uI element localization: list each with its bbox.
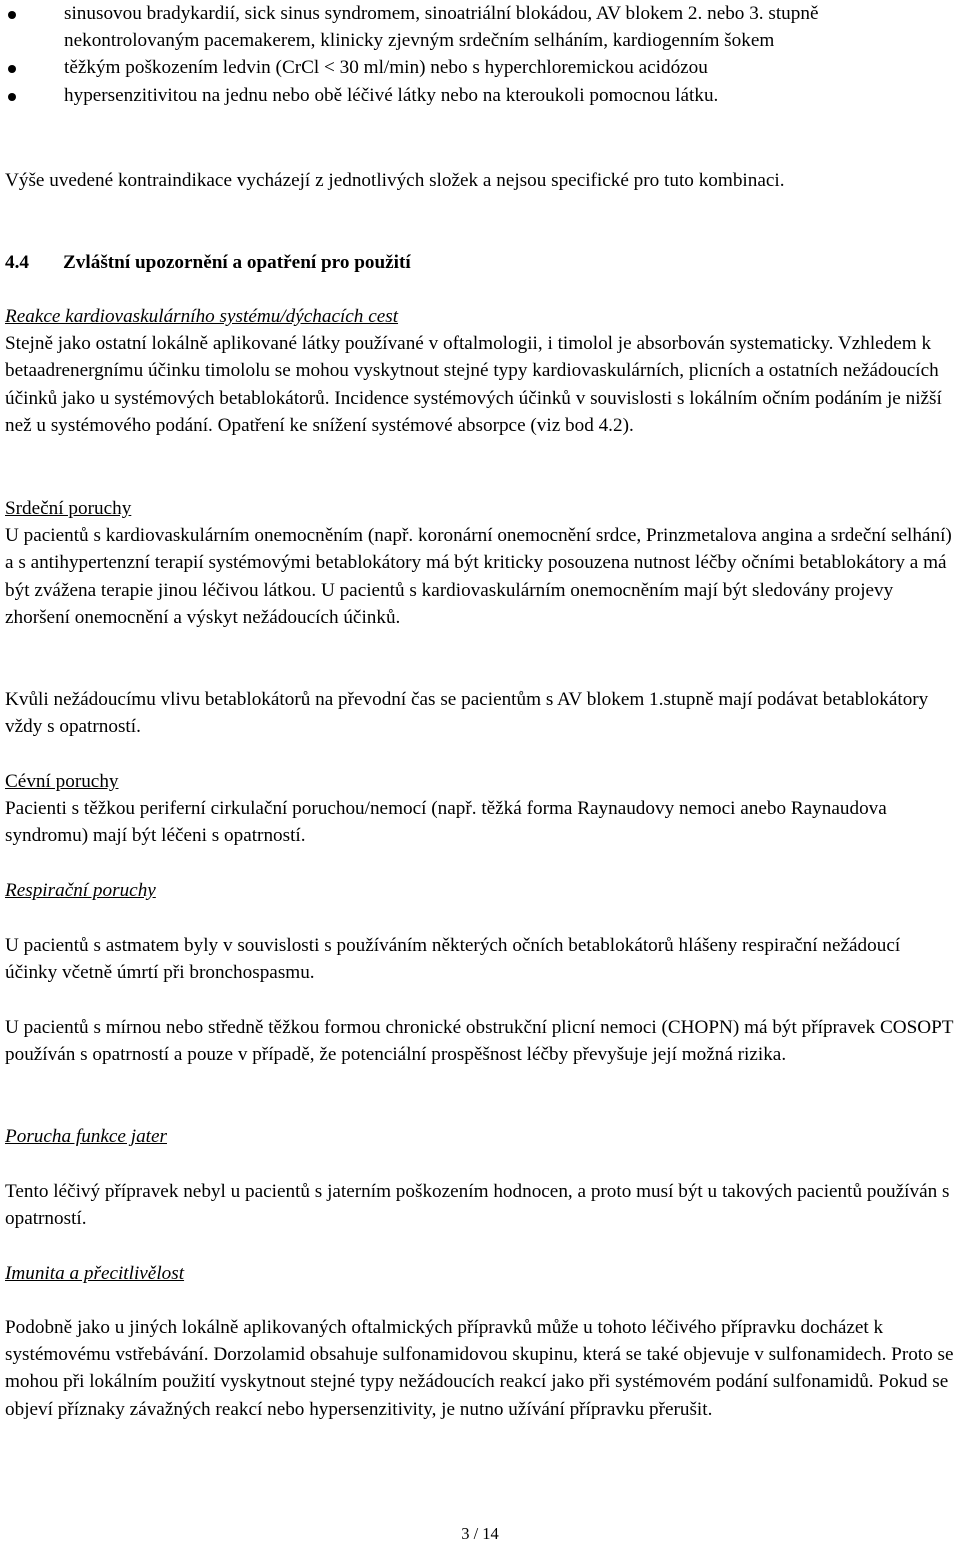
section-number: 4.4 (5, 252, 29, 273)
subsection-title: Respirační poruchy (5, 880, 156, 901)
list-item: těžkým poškozením ledvin (CrCl < 30 ml/min) nebo s hyperchloremickou acidózou (5, 54, 957, 81)
paragraph: U pacientů s astmatem byly v souvislosti s používáním některých očních betablokátorů hlášeny respirační nežádoucí účinky včetně úmrtí při bronchospasmu. (5, 935, 901, 984)
paragraph: Tento léčivý přípravek nebyl u pacientů s jaterním poškozením hodnocen, a proto musí být u takových pacientů používán s opatrností. (5, 1181, 950, 1230)
page-number: 3 / 14 (461, 1524, 499, 1543)
list-item: hypersenzitivitou na jednu nebo obě léčivé látky nebo na kteroukoli pomocnou látku. (5, 82, 957, 109)
list-item: sinusovou bradykardií, sick sinus syndromem, sinoatriální blokádou, AV blokem 2. nebo 3. stupně nekontrolovaným pacemakerem, klinicky zjevným srdečním selháním, kardiogenním šokem (5, 0, 957, 54)
section-title: Zvláštní upozornění a opatření pro použití (63, 252, 411, 273)
subsection-title: Srdeční poruchy (5, 498, 132, 519)
paragraph: Stejně jako ostatní lokálně aplikované látky používané v oftalmologii, i timolol je absorbován systematicky. Vzhledem k betaadrenergnímu účinku timololu se mohou vyskytnout stejné typy kardiovaskulárních, plicních a ostatních nežádoucích účinků jako u systémových betablokátorů. Incidence systémových účinků v souvislosti s lokálním očním podáním je nižší než u systémového podání. Opatření ke snížení systémové absorpce (viz bod 4.2). (5, 333, 942, 436)
subsection-title: Imunita a přecitlivělost (5, 1263, 185, 1284)
section-heading (5, 249, 957, 276)
paragraph: Podobně jako u jiných lokálně aplikovaných oftalmických přípravků může u tohoto léčivého přípravku docházet k systémovému vstřebávání. Dorzolamid obsahuje sulfonamidovou skupinu, která se také objevuje v sulfonamidech. Proto se mohou při lokálním použití vyskytnout stejné typy nežádoucích reakcí jako při systémovém podání sulfonamidů. Pokud se objeví příznaky závažných reakcí nebo hypersenzitivity, je nutno užívání přípravku přerušit. (5, 1317, 954, 1420)
subsection-title: Reakce kardiovaskulárního systému/dýchacích cest (5, 306, 399, 327)
paragraph: U pacientů s kardiovaskulárním onemocněním (např. koronární onemocnění srdce, Prinzmetalova angina a srdeční selhání) a s antihypertenzní terapií systémovými betablokátory má být kriticky posouzena nutnost léčby očními betablokátory a má být zvážena terapie jinou léčivou látkou. U pacientů s kardiovaskulárním onemocněním mají být sledovány projevy zhoršení onemocnění a výskyt nežádoucích účinků. (5, 525, 952, 628)
cardio-resp-section (5, 303, 957, 439)
vascular-section (5, 768, 957, 850)
subsection-title: Porucha funkce jater (5, 1126, 167, 1147)
subsection-title: Cévní poruchy (5, 771, 119, 792)
paragraph: Kvůli nežádoucímu vlivu betablokátorů na převodní čas se pacientům s AV blokem 1.stupně mají podávat betablokátory vždy s opatrností. (5, 689, 929, 738)
contraindication-list (5, 0, 957, 109)
intro-paragraph: Výše uvedené kontraindikace vycházejí z jednotlivých složek a nejsou specifické pro tuto kombinaci. (5, 170, 785, 191)
paragraph: Pacienti s těžkou periferní cirkulační poruchou/nemocí (např. těžká forma Raynaudovy nemoci anebo Raynaudova syndromu) mají být léčeni s opatrností. (5, 798, 887, 847)
paragraph: U pacientů s mírnou nebo středně těžkou formou chronické obstrukční plicní nemoci (CHOPN) má být přípravek COSOPT používán s opatrností a pouze v případě, že potenciální prospěšnost léčby převyšuje její možná rizika. (5, 1017, 954, 1066)
cardiac-section (5, 495, 957, 631)
